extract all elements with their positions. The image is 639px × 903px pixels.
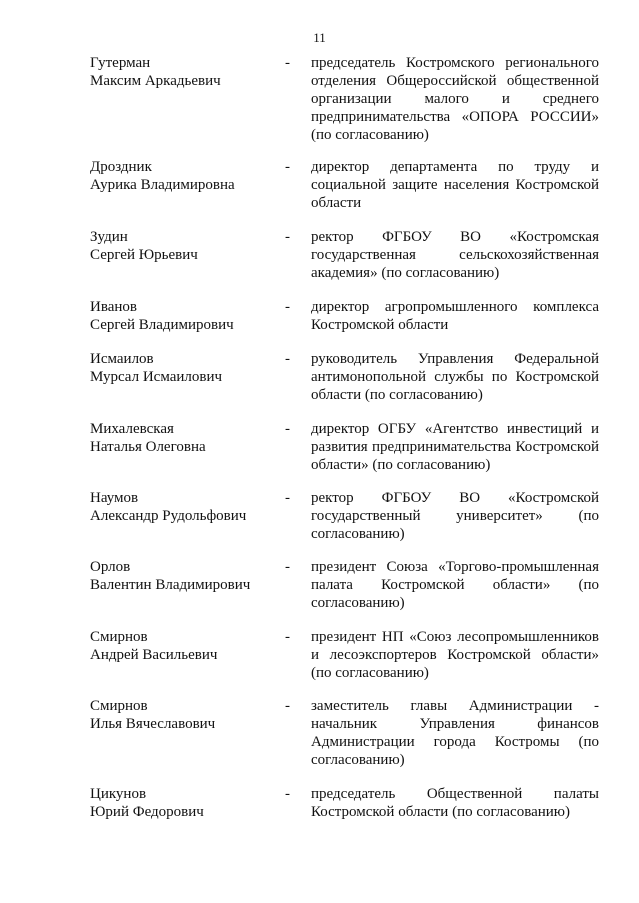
member-name [90, 785, 280, 821]
member-position: председатель Общественной палаты Костромской области (по согласованию) [311, 786, 599, 820]
member-dash: - [285, 55, 290, 71]
page-number: 11 [313, 30, 326, 45]
member-surname: Наумов [90, 490, 139, 506]
member-position: президент НП «Союз лесопромышленников и лесоэкспортеров Костромской области» (по согласованию) [311, 629, 599, 681]
member-given-name: Андрей Васильевич [90, 647, 218, 663]
member-position: директор департамента по труду и социальной защите населения Костромской области [311, 159, 599, 211]
member-given-name: Аурика Владимировна [90, 177, 235, 193]
member-dash: - [285, 351, 290, 367]
member-surname: Дроздник [90, 159, 152, 175]
member-surname: Михалевская [90, 421, 174, 437]
member-surname: Иванов [90, 299, 137, 315]
member-dash: - [285, 299, 290, 315]
member-surname: Исмаилов [90, 351, 154, 367]
member-position: директор агропромышленного комплекса Костромской области [311, 299, 599, 333]
member-position: руководитель Управления Федеральной антимонопольной службы по Костромской области (по согласованию) [311, 351, 599, 403]
member-name [90, 298, 280, 334]
member-dash: - [285, 786, 290, 802]
member-dash: - [285, 629, 290, 645]
member-dash: - [285, 559, 290, 575]
member-name [90, 420, 280, 456]
member-surname: Смирнов [90, 698, 148, 714]
member-dash: - [285, 421, 290, 437]
member-given-name: Мурсал Исмаилович [90, 369, 223, 385]
member-surname: Гутерман [90, 55, 151, 71]
member-position: председатель Костромского регионального отделения Общероссийской общественной организации малого и среднего предпринимательства «ОПОРА РОССИИ» (по согласованию) [311, 55, 599, 143]
member-position: ректор ФГБОУ ВО «Костромская государственная сельскохозяйственная академия» (по согласованию) [311, 229, 599, 281]
member-name [90, 628, 280, 664]
member-position: президент Союза «Торгово-промышленная палата Костромской области» (по согласованию) [311, 559, 599, 611]
member-surname: Орлов [90, 559, 131, 575]
member-dash: - [285, 159, 290, 175]
member-name [90, 558, 280, 594]
member-position: заместитель главы Администрации - начальник Управления финансов Администрации города Костромы (по согласованию) [311, 698, 599, 768]
member-given-name: Сергей Владимирович [90, 317, 234, 333]
member-given-name: Александр Рудольфович [90, 508, 247, 524]
member-surname: Смирнов [90, 629, 148, 645]
member-position: директор ОГБУ «Агентство инвестиций и развития предпринимательства Костромской области» (по согласованию) [311, 421, 599, 473]
member-name [90, 228, 280, 264]
member-name [90, 54, 280, 90]
member-given-name: Наталья Олеговна [90, 439, 206, 455]
member-dash: - [285, 490, 290, 506]
member-name [90, 350, 280, 386]
member-given-name: Валентин Владимирович [90, 577, 251, 593]
member-surname: Цикунов [90, 786, 147, 802]
member-given-name: Илья Вячеславович [90, 716, 216, 732]
member-name [90, 489, 280, 525]
member-name [90, 158, 280, 194]
member-given-name: Юрий Федорович [90, 804, 204, 820]
member-position: ректор ФГБОУ ВО «Костромской государственный университет» (по согласованию) [311, 490, 599, 542]
member-given-name: Максим Аркадьевич [90, 73, 221, 89]
member-surname: Зудин [90, 229, 128, 245]
member-dash: - [285, 229, 290, 245]
member-name [90, 697, 280, 733]
member-dash: - [285, 698, 290, 714]
member-given-name: Сергей Юрьевич [90, 247, 198, 263]
